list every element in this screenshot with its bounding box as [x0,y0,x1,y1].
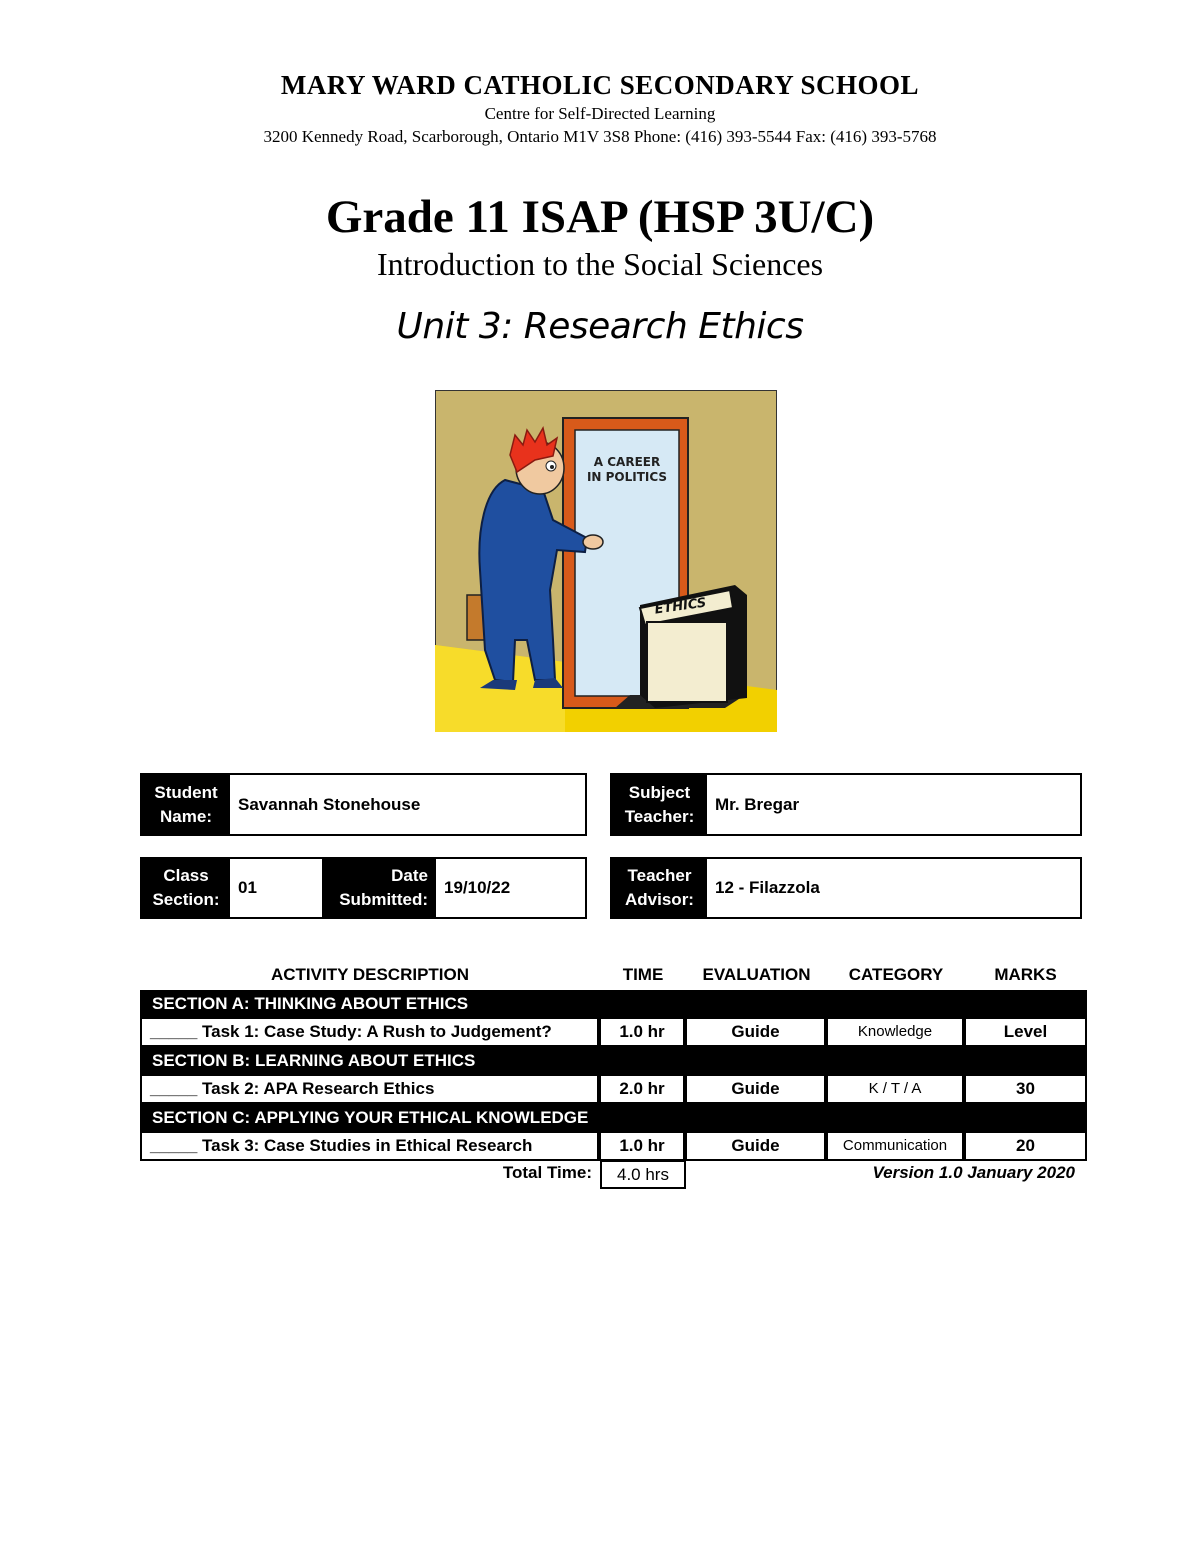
ethics-cartoon-image [435,390,777,732]
section-c-title: SECTION C: APPLYING YOUR ETHICAL KNOWLEDGE [140,1104,1087,1131]
centre-name: Centre for Self-Directed Learning [484,104,716,123]
header-marks: MARKS [994,965,1057,984]
section-b-title: SECTION B: LEARNING ABOUT ETHICS [140,1047,1087,1074]
task-marks: 30 [966,1076,1085,1102]
section-a-title: SECTION A: THINKING ABOUT ETHICS [140,990,1087,1017]
task-category: K / T / A [828,1076,962,1102]
total-time-value: 4.0 hrs [600,1160,686,1189]
teacher-advisor-box [610,857,1082,919]
subject-teacher-label: Subject Teacher: [612,775,707,834]
box-label: ETHICS [653,595,708,618]
total-time-label: Total Time: [502,1163,592,1182]
date-submitted-label: Date Submitted: [322,859,436,917]
task-category: Knowledge [828,1019,962,1045]
school-address: 3200 Kennedy Road, Scarborough, Ontario M1V 3S8 Phone: (416) 393-5544 Fax: (416) 393-5768 [263,127,937,146]
subject-teacher-value[interactable]: Mr. Bregar [715,794,800,814]
date-submitted-value[interactable]: 19/10/22 [444,878,511,897]
door-sign-line1: A CAREER [593,455,661,469]
header-activity-description: ACTIVITY DESCRIPTION [270,965,470,984]
class-section-value[interactable]: 01 [238,878,257,897]
door-sign-line2: IN POLITICS [586,470,668,484]
table-row [140,1074,1087,1104]
school-name: MARY WARD CATHOLIC SECONDARY SCHOOL [280,70,920,100]
task-time: 2.0 hr [601,1076,683,1102]
course-subtitle: Introduction to the Social Sciences [376,246,824,282]
task-time: 1.0 hr [601,1019,683,1045]
header-time: TIME [622,965,664,984]
subject-teacher-box [610,773,1082,836]
table-row [140,1017,1087,1047]
student-name-value[interactable]: Savannah Stonehouse [238,794,421,814]
task-marks: Level [966,1019,1085,1045]
task-category: Communication [828,1133,962,1159]
table-row [140,1131,1087,1161]
version-note: Version 1.0 January 2020 [872,1163,1075,1182]
teacher-advisor-label: Teacher Advisor: [612,859,707,917]
task-marks: 20 [966,1133,1085,1159]
class-section-label: Class Section: [142,859,230,917]
task-description: _____ Task 2: APA Research Ethics [142,1076,597,1102]
task-evaluation: Guide [687,1019,824,1045]
student-name-box [140,773,587,836]
unit-title: Unit 3: Research Ethics [396,306,804,347]
teacher-advisor-value[interactable]: 12 - Filazzola [715,878,820,897]
course-title: Grade 11 ISAP (HSP 3U/C) [325,191,875,243]
task-evaluation: Guide [687,1076,824,1102]
class-date-box [140,857,587,919]
task-description: _____ Task 3: Case Studies in Ethical Research [142,1133,597,1159]
header-evaluation: EVALUATION [702,965,811,984]
task-time: 1.0 hr [601,1133,683,1159]
task-evaluation: Guide [687,1133,824,1159]
header-category: CATEGORY [848,965,944,984]
task-description: _____ Task 1: Case Study: A Rush to Judgement? [142,1019,597,1045]
student-name-label: Student Name: [142,775,230,834]
